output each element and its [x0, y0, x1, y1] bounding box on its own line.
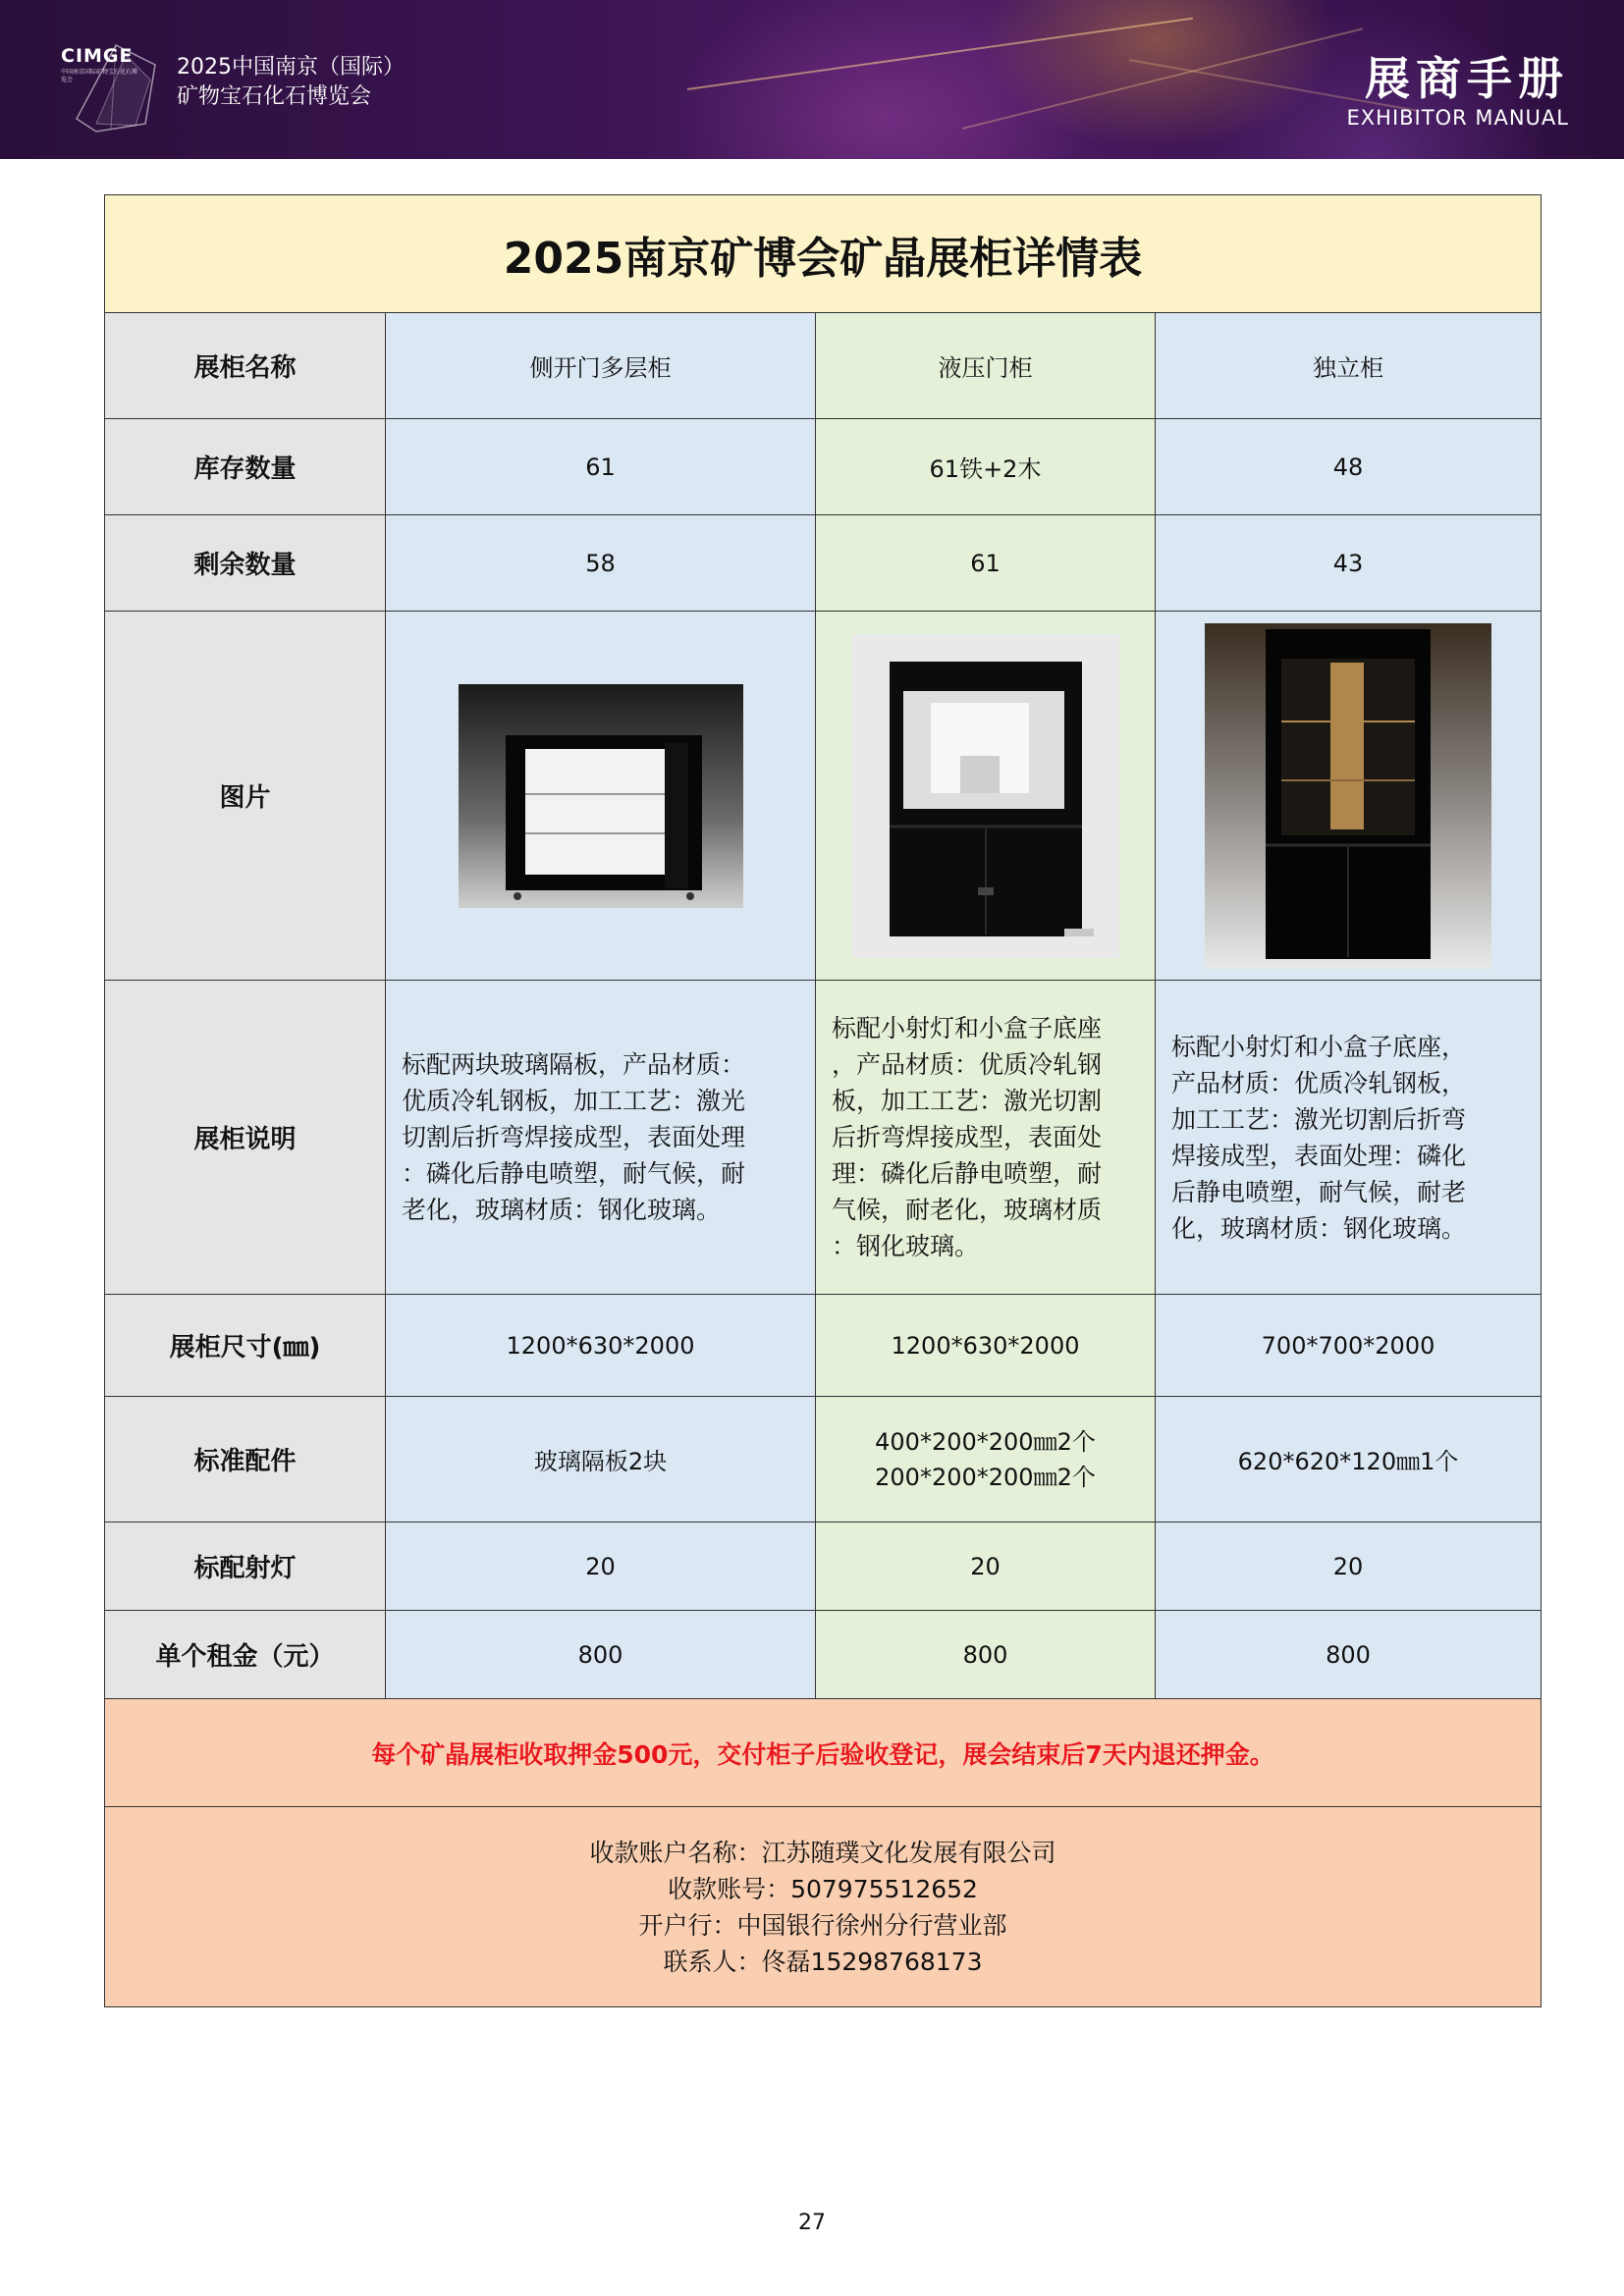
side-door-cabinet-image: [459, 684, 743, 908]
deposit-notice: 每个矿晶展柜收取押金500元，交付柜子后验收登记，展会结束后7天内退还押金。: [105, 1699, 1542, 1807]
desc-line: 后静电喷塑，耐气候，耐老: [1171, 1177, 1467, 1206]
table-row: [105, 515, 1542, 612]
cell-rent: 800: [386, 1611, 816, 1699]
row-label-remaining: 剩余数量: [105, 515, 386, 612]
cell-name-hydraulic: 液压门柜: [816, 313, 1156, 419]
page-number: 27: [798, 2211, 826, 2235]
cabinet-detail-table-wrap: [104, 194, 1541, 2007]
cell-remaining: 43: [1156, 515, 1542, 612]
cell-stock: 61铁+2木: [816, 419, 1156, 515]
table-row: [105, 981, 1542, 1295]
desc-line: 标配两块玻璃隔板，产品材质：: [402, 1050, 746, 1079]
desc-line: 气候，耐老化，玻璃材质: [832, 1196, 1103, 1224]
desc-line: 老化，玻璃材质：钢化玻璃。: [402, 1196, 722, 1224]
cell-stock: 61: [386, 419, 816, 515]
account-bank: 开户行：中国银行徐州分行营业部: [638, 1910, 1007, 1940]
row-label-name: 展柜名称: [105, 313, 386, 419]
table-row: [105, 1522, 1542, 1611]
parts-line: 400*200*200㎜2个: [875, 1427, 1096, 1456]
desc-line: 化，玻璃材质：钢化玻璃。: [1171, 1213, 1467, 1243]
row-label-picture: 图片: [105, 612, 386, 981]
cell-picture: [1156, 612, 1542, 981]
manual-title: 展商手册: [1365, 52, 1569, 105]
row-label-lights: 标配射灯: [105, 1522, 386, 1611]
account-number: 收款账号：507975512652: [668, 1874, 978, 1903]
table-title-row: [105, 195, 1542, 313]
row-label-size: 展柜尺寸(㎜): [105, 1295, 386, 1397]
hydraulic-door-cabinet-image: [852, 634, 1119, 958]
cell-parts: 620*620*120㎜1个: [1156, 1397, 1542, 1522]
desc-line: 标配小射灯和小盒子底座: [832, 1014, 1103, 1042]
row-label-stock: 库存数量: [105, 419, 386, 515]
cell-desc-hydraulic: [816, 981, 1156, 1295]
cell-size: 1200*630*2000: [386, 1295, 816, 1397]
cell-desc-side-door: [386, 981, 816, 1295]
cell-parts: [816, 1397, 1156, 1522]
cabinet-detail-table: [104, 194, 1542, 2007]
desc-line: 加工工艺：激光切割后折弯: [1171, 1104, 1467, 1134]
account-contact: 联系人：佟磊15298768173: [663, 1947, 983, 1976]
cell-stock: 48: [1156, 419, 1542, 515]
cell-lights: 20: [386, 1522, 816, 1611]
manual-subtitle: EXHIBITOR MANUAL: [1346, 106, 1569, 130]
cell-parts: 玻璃隔板2块: [386, 1397, 816, 1522]
logo-subtitle: 中国南京国际矿物宝石化石博览会: [61, 69, 138, 83]
standalone-cabinet-image: [1205, 623, 1491, 969]
cell-remaining: 61: [816, 515, 1156, 612]
cell-picture: [816, 612, 1156, 981]
account-name: 收款账户名称：江苏随璞文化发展有限公司: [589, 1838, 1056, 1867]
row-label-desc: 展柜说明: [105, 981, 386, 1295]
cell-remaining: 58: [386, 515, 816, 612]
desc-line: 理：磷化后静电喷塑，耐: [832, 1159, 1103, 1188]
desc-line: 板，加工工艺：激光切割: [832, 1087, 1103, 1115]
cell-name-standalone: 独立柜: [1156, 313, 1542, 419]
table-row: [105, 612, 1542, 981]
cell-size: 1200*630*2000: [816, 1295, 1156, 1397]
desc-line: 后折弯焊接成型，表面处: [832, 1123, 1103, 1151]
account-info: [105, 1807, 1542, 2007]
header-banner: [0, 0, 1624, 159]
table-row: [105, 313, 1542, 419]
parts-line: 200*200*200㎜2个: [875, 1463, 1096, 1491]
desc-line: ，产品材质：优质冷轧钢: [832, 1050, 1103, 1079]
table-row: [105, 1397, 1542, 1522]
cell-lights: 20: [816, 1522, 1156, 1611]
cell-rent: 800: [1156, 1611, 1542, 1699]
cell-picture: [386, 612, 816, 981]
table-row: [105, 1295, 1542, 1397]
logo-text: CIMGE: [61, 45, 134, 67]
cell-desc-standalone: [1156, 981, 1542, 1295]
desc-line: 产品材质：优质冷轧钢板，: [1171, 1068, 1467, 1097]
desc-line: 焊接成型，表面处理：磷化: [1171, 1141, 1467, 1170]
fair-title-line2: 矿物宝石化石博览会: [177, 84, 372, 109]
cell-lights: 20: [1156, 1522, 1542, 1611]
fair-title: [177, 53, 405, 112]
account-row: [105, 1807, 1542, 2007]
row-label-rent: 单个租金（元）: [105, 1611, 386, 1699]
cell-rent: 800: [816, 1611, 1156, 1699]
table-title: 2025南京矿博会矿晶展柜详情表: [105, 195, 1542, 313]
cell-name-side-door: 侧开门多层柜: [386, 313, 816, 419]
desc-line: ：磷化后静电喷塑，耐气候，耐: [402, 1159, 746, 1188]
cell-size: 700*700*2000: [1156, 1295, 1542, 1397]
fair-title-line1: 2025中国南京（国际）: [177, 55, 405, 80]
desc-line: 标配小射灯和小盒子底座，: [1171, 1032, 1467, 1061]
desc-line: 优质冷轧钢板，加工工艺：激光: [402, 1087, 746, 1115]
notice-row: [105, 1699, 1542, 1807]
desc-line: ：钢化玻璃。: [832, 1232, 980, 1260]
table-row: [105, 1611, 1542, 1699]
desc-line: 切割后折弯焊接成型，表面处理: [402, 1123, 746, 1151]
table-row: [105, 419, 1542, 515]
row-label-parts: 标准配件: [105, 1397, 386, 1522]
